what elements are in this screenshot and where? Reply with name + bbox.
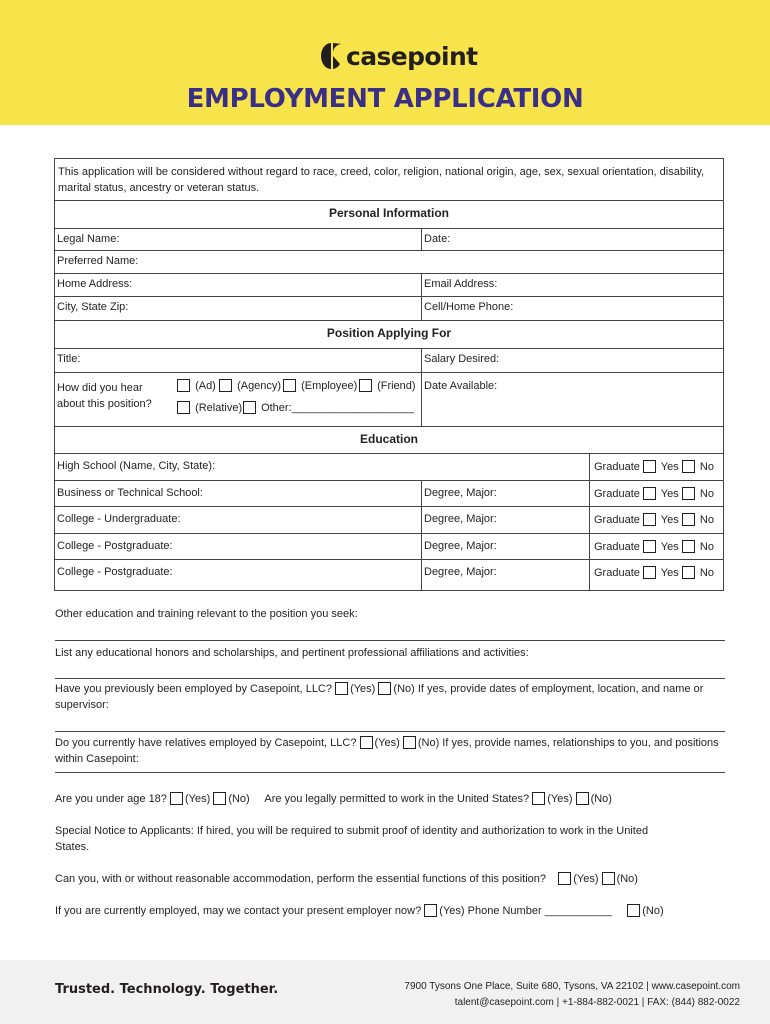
how-hear-label-line1: How did you hear [57,382,143,394]
checkbox-relatives-no[interactable] [403,736,416,749]
phone-field[interactable] [421,297,723,320]
relatives-question [55,735,719,751]
how-hear-row [55,373,723,427]
casepoint-logo-icon [320,40,344,72]
checkbox-other[interactable] [243,401,256,414]
permitted-question: Are you legally permitted to work in the United States? [264,793,530,805]
school-label: College - Undergraduate: [57,513,181,525]
education-row [55,481,723,507]
contact-yes-label: (Yes) Phone Number ___________ [439,905,612,917]
prev-employed-question [55,681,703,697]
city-state-zip-field[interactable] [55,297,421,320]
graduate-label: Graduate [594,541,640,553]
special-notice-line2: States. [55,841,90,853]
date-field[interactable] [421,229,723,250]
graduate-no-label: No [699,567,714,579]
legal-name-row [55,229,723,251]
relatives-no-label: (No) If yes, provide names, relationships to you, and positions [417,737,719,749]
school-label: Business or Technical School: [57,487,203,499]
contact-employer-row [55,903,664,919]
option-ad[interactable] [177,379,216,392]
how-hear-label [57,380,152,412]
relatives-yes-label: (Yes) [374,737,400,749]
graduate-options [589,560,723,590]
prev-employed-text: Have you previously been employed by Casepoint, LLC? [55,683,332,695]
checkbox-prev-employed-no[interactable] [378,682,391,695]
preferred-name-row [55,251,723,274]
contact-no-label: (No) [642,905,664,917]
checkbox-contact-yes[interactable] [424,904,437,917]
option-ad-label: (Ad) [195,380,216,392]
option-relative[interactable] [177,401,242,414]
checkbox-accommodation-no[interactable] [602,872,615,885]
home-address-label: Home Address: [57,278,133,290]
checkbox-relative[interactable] [177,401,190,414]
checkbox-graduate-no[interactable] [682,460,695,473]
school-field[interactable] [55,507,421,533]
email-label: Email Address: [424,278,498,290]
option-relative-label: (Relative) [195,402,243,414]
checkbox-prev-employed-yes[interactable] [335,682,348,695]
prev-employed-yes-label: (Yes) [350,683,376,695]
school-field[interactable] [55,534,421,559]
option-other[interactable] [243,401,414,414]
education-heading: Education [55,427,723,454]
date-available-field[interactable] [421,373,723,426]
special-notice-line1: Special Notice to Applicants: If hired, you will be required to submit proof of identity and authorization to work in the United [55,825,649,837]
graduate-no-label: No [699,461,714,473]
contact-employer-question: If you are currently employed, may we contact your present employer now? [55,905,422,917]
city-state-zip-label: City, State Zip: [57,301,129,313]
checkbox-agency[interactable] [219,379,232,392]
checkbox-graduate-yes[interactable] [643,460,656,473]
option-friend-label: (Friend) [377,380,416,392]
checkbox-graduate-yes[interactable] [643,540,656,553]
degree-label: Degree, Major: [424,566,497,578]
graduate-options [589,507,723,533]
phone-label: Cell/Home Phone: [424,301,514,313]
email-field[interactable] [421,274,723,296]
under18-question: Are you under age 18? [55,793,167,805]
salary-label: Salary Desired: [424,353,500,365]
checkbox-accommodation-yes[interactable] [558,872,571,885]
checkbox-employee[interactable] [283,379,296,392]
age-question-row [55,791,612,807]
degree-field[interactable] [421,507,589,533]
footer-contact-info [404,979,740,1011]
checkbox-under18-yes[interactable] [170,792,183,805]
graduate-label: Graduate [594,567,640,579]
checkbox-contact-no[interactable] [627,904,640,917]
degree-field[interactable] [421,481,589,506]
preferred-name-field[interactable] [55,251,723,273]
accommodation-yes-label: (Yes) [573,873,599,885]
graduate-options [589,454,723,480]
date-available-label: Date Available: [424,380,498,392]
checkbox-friend[interactable] [359,379,372,392]
page-title: EMPLOYMENT APPLICATION [186,84,584,114]
under18-yes-label: (Yes) [184,793,211,805]
option-agency-label: (Agency) [237,380,282,392]
graduate-label: Graduate [594,461,640,473]
city-row [55,297,723,321]
position-heading: Position Applying For [55,321,723,349]
title-field[interactable] [55,349,421,372]
honors-line[interactable] [55,678,725,679]
option-agency[interactable] [219,379,281,392]
other-education-line[interactable] [55,640,725,641]
footer-tagline: Trusted. Technology. Together. [55,982,279,997]
degree-label: Degree, Major: [424,513,497,525]
title-label: Title: [57,353,81,365]
checkbox-graduate-yes[interactable] [643,513,656,526]
footer [0,960,770,1024]
degree-field[interactable] [421,534,589,559]
school-field[interactable] [55,560,421,590]
relatives-text: Do you currently have relatives employed by Casepoint, LLC? [55,737,357,749]
education-row [55,534,723,560]
checkbox-graduate-yes[interactable] [643,487,656,500]
degree-label: Degree, Major: [424,487,497,499]
home-address-field[interactable] [55,274,421,296]
degree-label: Degree, Major: [424,540,497,552]
graduate-yes-label: Yes [660,541,679,553]
graduate-no-label: No [699,514,714,526]
checkbox-graduate-no[interactable] [682,487,695,500]
date-label: Date: [424,233,451,245]
school-label: College - Postgraduate: [57,566,173,578]
prev-employed-line[interactable] [55,731,725,732]
prev-employed-supervisor: supervisor: [55,699,109,711]
option-employee[interactable] [283,379,357,392]
graduate-yes-label: Yes [660,488,679,500]
checkbox-graduate-yes[interactable] [643,566,656,579]
brand-name: casepoint [346,41,478,71]
prev-employed-no-label: (No) If yes, provide dates of employment, location, and name or [393,683,704,695]
accommodation-question-row [55,871,638,887]
footer-address: 7900 Tysons One Place, Suite 680, Tysons, VA 22102 | www.casepoint.com [404,981,740,992]
other-education-question: Other education and training relevant to the position you seek: [55,608,358,620]
graduate-yes-label: Yes [660,461,679,473]
how-hear-label-line2: about this position? [57,398,152,410]
checkbox-graduate-no[interactable] [682,513,695,526]
school-label: College - Postgraduate: [57,540,173,552]
eeo-notice: This application will be considered without regard to race, creed, color, religion, national origin, age, sex, sexual orientation, disability, marital status, ancestry or veteran status. [55,159,723,201]
graduate-options [589,534,723,559]
school-field[interactable] [55,481,421,506]
salary-field[interactable] [421,349,723,372]
header-banner [0,0,770,125]
checkbox-relatives-yes[interactable] [360,736,373,749]
accommodation-no-label: (No) [616,873,638,885]
graduate-no-label: No [699,488,714,500]
legal-name-label: Legal Name: [57,233,120,245]
education-row [55,454,723,481]
school-label: High School (Name, City, State): [57,460,216,472]
option-employee-label: (Employee) [301,380,358,392]
under18-no-label: (No) [228,793,250,805]
casepoint-logo [320,40,478,72]
permitted-yes-label: (Yes) [547,793,573,805]
checkbox-ad[interactable] [177,379,190,392]
accommodation-question: Can you, with or without reasonable accommodation, perform the essential functions of this position? [55,873,546,885]
graduate-yes-label: Yes [660,514,679,526]
graduate-options [589,481,723,506]
checkbox-graduate-no[interactable] [682,566,695,579]
degree-field[interactable] [421,560,589,590]
address-row [55,274,723,297]
option-other-label: Other:____________________ [261,402,414,414]
checkbox-under18-no[interactable] [213,792,226,805]
preferred-name-label: Preferred Name: [57,255,139,267]
footer-contact: talent@casepoint.com | +1-884-882-0021 | FAX: (844) 882-0022 [454,997,740,1008]
title-row [55,349,723,373]
graduate-no-label: No [699,541,714,553]
school-field[interactable] [55,454,589,480]
how-hear-field [55,373,421,426]
checkbox-permitted-no[interactable] [576,792,589,805]
option-friend[interactable] [359,379,416,392]
relatives-within: within Casepoint: [55,753,139,765]
honors-question: List any educational honors and scholarships, and pertinent professional affiliations and activities: [55,647,529,659]
checkbox-graduate-no[interactable] [682,540,695,553]
education-row [55,560,723,590]
personal-info-heading: Personal Information [55,201,723,229]
graduate-yes-label: Yes [660,567,679,579]
application-form [54,158,724,591]
graduate-label: Graduate [594,514,640,526]
relatives-line[interactable] [55,772,725,773]
legal-name-field[interactable] [55,229,421,250]
permitted-no-label: (No) [590,793,612,805]
checkbox-permitted-yes[interactable] [532,792,545,805]
graduate-label: Graduate [594,488,640,500]
education-row [55,507,723,534]
